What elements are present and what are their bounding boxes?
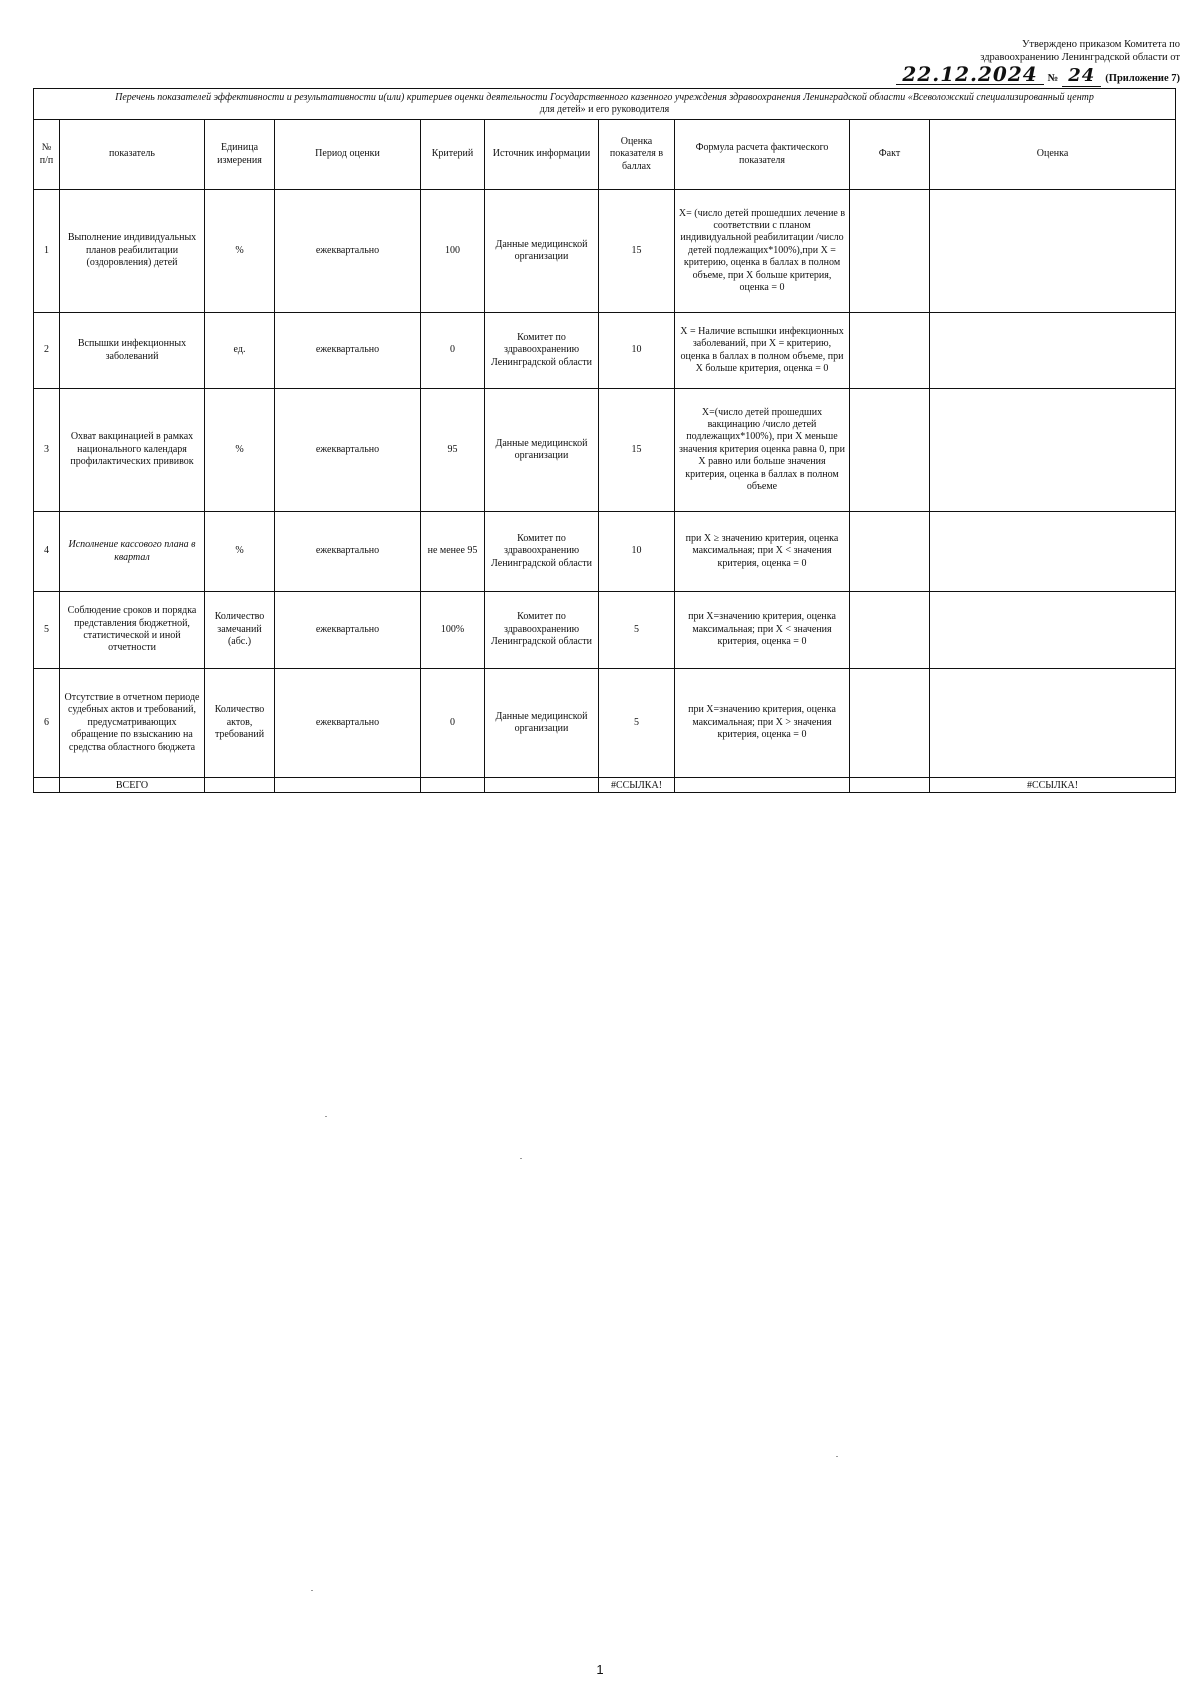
row-formula: при X=значению критерия, оценка максимальная; при X < значения критерия, оценка = 0 [675,592,850,669]
row-fact [850,592,930,669]
table-row [34,389,1176,512]
scan-speck [325,1116,327,1117]
row-fact [850,389,930,512]
number-prefix: № [1047,73,1059,84]
row-period: ежеквартально [275,512,421,592]
row-source: Данные медицинской организации [485,389,599,512]
total-assessment: #ССЫЛКА! [930,778,1176,793]
table-row [34,313,1176,389]
header-source: Источник информации [485,120,599,190]
row-source: Комитет по здравоохранению Ленинградской области [485,313,599,389]
approval-date-number-line [902,62,1180,87]
row-fact [850,313,930,389]
row-fact [850,190,930,313]
caption-tail: для детей» и его руководителя [539,104,670,115]
row-indicator: Выполнение индивидуальных планов реабилитации (оздоровления) детей [60,190,205,313]
approval-note [902,38,1180,87]
table-row [34,512,1176,592]
row-period: ежеквартально [275,669,421,778]
row-fact [850,669,930,778]
handwritten-number: 24 [1062,66,1101,87]
total-row [34,778,1176,793]
row-unit: Количество замечаний (абс.) [205,592,275,669]
handwritten-date: 22.12.2024 [896,64,1043,85]
row-criterion: 0 [421,313,485,389]
row-num: 4 [34,512,60,592]
row-assessment [930,190,1176,313]
caption-italic: Перечень показателей эффективности и результативности и(или) критериев оценки деятельности Государственного казенного учреждения здравоохранения Ленинградской области «Всеволожский специализированный центр [115,91,1094,103]
row-num: 6 [34,669,60,778]
row-indicator: Охват вакцинацией в рамках национального календаря профилактических прививок [60,389,205,512]
row-period: ежеквартально [275,190,421,313]
approval-line-2: здравоохранению Ленинградской области от [980,52,1180,63]
row-unit: % [205,190,275,313]
scan-speck [520,1158,522,1159]
row-formula: при X ≥ значению критерия, оценка максимальная; при X < значения критерия, оценка = 0 [675,512,850,592]
header-score: Оценка показателя в баллах [599,120,675,190]
header-row [34,120,1176,190]
row-criterion: 95 [421,389,485,512]
header-criterion: Критерий [421,120,485,190]
header-fact: Факт [850,120,930,190]
total-score: #ССЫЛКА! [599,778,675,793]
row-assessment [930,669,1176,778]
row-num: 2 [34,313,60,389]
row-assessment [930,592,1176,669]
row-period: ежеквартально [275,313,421,389]
table-row [34,592,1176,669]
header-indicator: показатель [60,120,205,190]
row-num: 5 [34,592,60,669]
indicators-table [33,88,1176,793]
row-score: 15 [599,389,675,512]
row-formula: X=(число детей прошедших вакцинацию /число детей подлежащих*100%), при X меньше значения критерия оценка равна 0, при X равно или больше значения критерия, оценка в баллах в полном объеме [675,389,850,512]
row-criterion: 0 [421,669,485,778]
row-indicator: Соблюдение сроков и порядка представления бюджетной, статистической и иной отчетности [60,592,205,669]
row-unit: % [205,389,275,512]
row-source: Данные медицинской организации [485,669,599,778]
row-source: Комитет по здравоохранению Ленинградской области [485,592,599,669]
row-num: 3 [34,389,60,512]
header-assessment: Оценка [930,120,1176,190]
row-criterion: не менее 95 [421,512,485,592]
header-period: Период оценки [275,120,421,190]
row-num: 1 [34,190,60,313]
row-assessment [930,313,1176,389]
total-label: ВСЕГО [60,778,205,793]
header-num: № п/п [34,120,60,190]
table-row [34,669,1176,778]
table-caption [34,89,1176,120]
row-criterion: 100% [421,592,485,669]
approval-line-1: Утверждено приказом Комитета по [1022,39,1180,50]
row-formula: при X=значению критерия, оценка максимальная; при X > значения критерия, оценка = 0 [675,669,850,778]
row-source: Комитет по здравоохранению Ленинградской области [485,512,599,592]
row-assessment [930,512,1176,592]
row-score: 5 [599,669,675,778]
page-number: 1 [596,1662,604,1677]
row-score: 15 [599,190,675,313]
row-score: 10 [599,313,675,389]
row-indicator: Отсутствие в отчетном периоде судебных актов и требований, предусматривающих обращение по взысканию на средства областного бюджета [60,669,205,778]
scan-speck [311,1590,313,1591]
row-unit: % [205,512,275,592]
row-fact [850,512,930,592]
row-indicator: Исполнение кассового плана в квартал [60,512,205,592]
row-unit: Количество актов, требований [205,669,275,778]
row-assessment [930,389,1176,512]
row-indicator: Вспышки инфекционных заболеваний [60,313,205,389]
row-formula: X = Наличие вспышки инфекционных заболеваний, при X = критерию, оценка в баллах в полном объеме, при X больше критерия, оценка = 0 [675,313,850,389]
table-row [34,190,1176,313]
appendix-label: (Приложение 7) [1105,73,1180,84]
row-score: 5 [599,592,675,669]
row-unit: ед. [205,313,275,389]
row-source: Данные медицинской организации [485,190,599,313]
row-score: 10 [599,512,675,592]
row-formula: X= (число детей прошедших лечение в соответствии с планом индивидуальной реабилитации /число детей подлежащих*100%),при X = критерию, оценка в баллах в полном объеме, при X больше критерия, оценка = 0 [675,190,850,313]
row-period: ежеквартально [275,389,421,512]
header-formula: Формула расчета фактического показателя [675,120,850,190]
header-unit: Единица измерения [205,120,275,190]
scan-speck [836,1456,838,1457]
row-criterion: 100 [421,190,485,313]
row-period: ежеквартально [275,592,421,669]
